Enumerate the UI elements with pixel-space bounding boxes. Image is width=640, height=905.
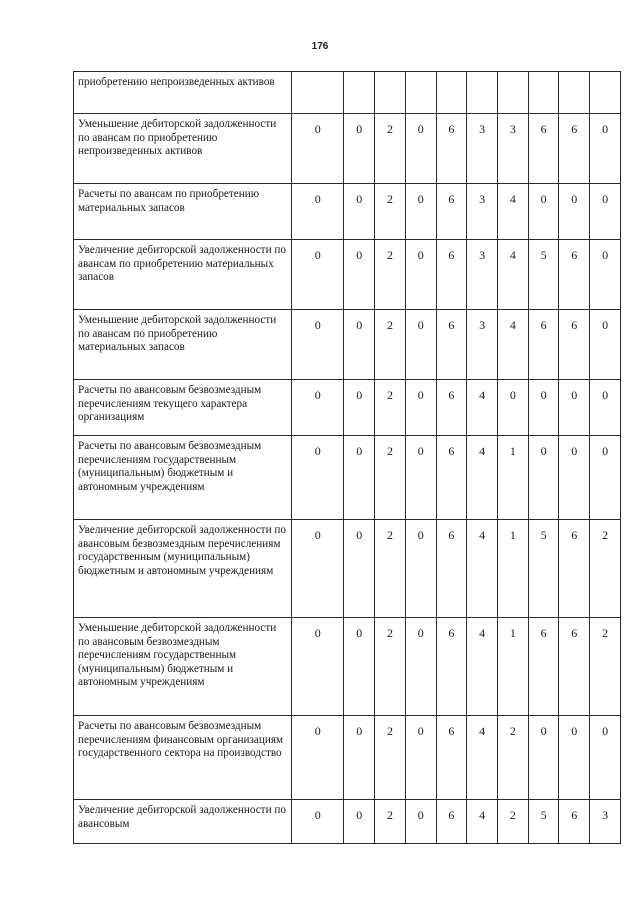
- code-digit-cell: [559, 72, 590, 114]
- table-row: [74, 114, 621, 184]
- code-digit-cell: 1: [498, 436, 529, 520]
- code-digit-cell: 6: [436, 310, 467, 380]
- row-label: Увеличение дебиторской задолженности по авансам по приобретению материальных запасов: [74, 240, 292, 310]
- code-digit-cell: 6: [436, 114, 467, 184]
- code-digit-cell: 0: [528, 716, 559, 800]
- code-digit-cell: 0: [498, 380, 529, 436]
- code-digit-cell: 4: [467, 380, 498, 436]
- code-digit-cell: 0: [405, 240, 436, 310]
- code-digit-cell: 6: [528, 618, 559, 716]
- code-digit-cell: [528, 72, 559, 114]
- row-label: Увеличение дебиторской задолженности по авансовым: [74, 800, 292, 844]
- code-digit-cell: 5: [528, 800, 559, 844]
- code-digit-cell: 2: [375, 240, 406, 310]
- code-digit-cell: 6: [559, 520, 590, 618]
- code-digit-cell: 0: [405, 184, 436, 240]
- code-digit-cell: [590, 72, 621, 114]
- table-row: [74, 618, 621, 716]
- code-digit-cell: 0: [405, 520, 436, 618]
- code-digit-cell: 0: [590, 436, 621, 520]
- budget-code-table: [73, 71, 621, 844]
- code-digit-cell: 0: [344, 618, 375, 716]
- code-digit-cell: 0: [292, 114, 344, 184]
- table-row: [74, 240, 621, 310]
- table-row: [74, 520, 621, 618]
- code-digit-cell: 6: [436, 800, 467, 844]
- code-digit-cell: 0: [590, 310, 621, 380]
- code-digit-cell: 6: [528, 114, 559, 184]
- row-label: Уменьшение дебиторской задолженности по авансам по приобретению материальных запасов: [74, 310, 292, 380]
- row-label: Увеличение дебиторской задолженности по авансовым безвозмездным перечислениям государственным (муниципальным) бюджетным и автономным учреждениям: [74, 520, 292, 618]
- code-digit-cell: 0: [344, 436, 375, 520]
- code-digit-cell: 5: [528, 240, 559, 310]
- code-digit-cell: 6: [559, 618, 590, 716]
- code-digit-cell: 2: [375, 716, 406, 800]
- code-digit-cell: [498, 72, 529, 114]
- code-digit-cell: [405, 72, 436, 114]
- code-digit-cell: 0: [292, 436, 344, 520]
- code-digit-cell: 3: [467, 114, 498, 184]
- code-digit-cell: 6: [559, 800, 590, 844]
- code-digit-cell: 0: [405, 436, 436, 520]
- code-digit-cell: 2: [375, 800, 406, 844]
- row-label: приобретению непроизведенных активов: [74, 72, 292, 114]
- table-row: [74, 380, 621, 436]
- table-row: [74, 436, 621, 520]
- code-digit-cell: 2: [375, 520, 406, 618]
- code-digit-cell: 0: [292, 184, 344, 240]
- code-digit-cell: 6: [436, 716, 467, 800]
- row-label: Расчеты по авансовым безвозмездным перечислениям государственным (муниципальным) бюджетным и автономным учреждениям: [74, 436, 292, 520]
- code-digit-cell: 6: [559, 240, 590, 310]
- code-digit-cell: 0: [590, 240, 621, 310]
- code-digit-cell: 6: [436, 520, 467, 618]
- code-digit-cell: 0: [405, 114, 436, 184]
- code-digit-cell: 0: [405, 618, 436, 716]
- code-digit-cell: 2: [375, 184, 406, 240]
- code-digit-cell: 0: [292, 380, 344, 436]
- code-digit-cell: 2: [590, 618, 621, 716]
- code-digit-cell: 4: [467, 618, 498, 716]
- code-digit-cell: 0: [590, 184, 621, 240]
- code-digit-cell: [436, 72, 467, 114]
- code-digit-cell: 5: [528, 520, 559, 618]
- code-digit-cell: 0: [528, 184, 559, 240]
- code-digit-cell: 2: [375, 114, 406, 184]
- code-digit-cell: 0: [292, 310, 344, 380]
- code-digit-cell: 2: [375, 618, 406, 716]
- code-digit-cell: 0: [292, 240, 344, 310]
- code-digit-cell: 2: [498, 800, 529, 844]
- code-digit-cell: 4: [467, 716, 498, 800]
- code-digit-cell: 3: [467, 184, 498, 240]
- code-digit-cell: 3: [467, 240, 498, 310]
- code-digit-cell: [344, 72, 375, 114]
- code-digit-cell: 6: [559, 310, 590, 380]
- code-digit-cell: 3: [467, 310, 498, 380]
- code-digit-cell: 2: [498, 716, 529, 800]
- code-digit-cell: 0: [405, 716, 436, 800]
- code-digit-cell: 4: [498, 310, 529, 380]
- row-label: Уменьшение дебиторской задолженности по авансовым безвозмездным перечислениям государственным (муниципальным) бюджетным и автономным учреждениям: [74, 618, 292, 716]
- code-digit-cell: 0: [344, 380, 375, 436]
- code-digit-cell: 2: [375, 436, 406, 520]
- code-digit-cell: 0: [528, 436, 559, 520]
- code-digit-cell: 0: [559, 380, 590, 436]
- table-row: [74, 716, 621, 800]
- code-digit-cell: 4: [467, 520, 498, 618]
- code-digit-cell: 0: [405, 310, 436, 380]
- code-digit-cell: 3: [590, 800, 621, 844]
- code-digit-cell: 6: [436, 240, 467, 310]
- table-body: [74, 72, 621, 844]
- code-digit-cell: 0: [344, 114, 375, 184]
- row-label: Расчеты по авансовым безвозмездным перечислениям текущего характера организациям: [74, 380, 292, 436]
- code-digit-cell: 6: [436, 380, 467, 436]
- code-digit-cell: 0: [559, 716, 590, 800]
- row-label: Уменьшение дебиторской задолженности по авансам по приобретению непроизведенных активов: [74, 114, 292, 184]
- code-digit-cell: 0: [344, 800, 375, 844]
- code-digit-cell: 0: [344, 184, 375, 240]
- code-digit-cell: 0: [405, 380, 436, 436]
- row-label: Расчеты по авансовым безвозмездным перечислениям финансовым организациям государственного сектора на производство: [74, 716, 292, 800]
- code-digit-cell: 0: [344, 240, 375, 310]
- code-digit-cell: [467, 72, 498, 114]
- code-digit-cell: 1: [498, 618, 529, 716]
- code-digit-cell: 6: [528, 310, 559, 380]
- table-row: [74, 72, 621, 114]
- code-digit-cell: 0: [559, 436, 590, 520]
- code-digit-cell: [292, 72, 344, 114]
- code-digit-cell: 0: [292, 800, 344, 844]
- table-row: [74, 310, 621, 380]
- code-digit-cell: 6: [436, 184, 467, 240]
- code-digit-cell: 6: [436, 618, 467, 716]
- code-digit-cell: 6: [436, 436, 467, 520]
- row-label: Расчеты по авансам по приобретению материальных запасов: [74, 184, 292, 240]
- code-digit-cell: 4: [467, 800, 498, 844]
- page-number: 176: [311, 41, 329, 52]
- code-digit-cell: 2: [375, 380, 406, 436]
- code-digit-cell: 0: [590, 716, 621, 800]
- code-digit-cell: 6: [559, 114, 590, 184]
- table-row: [74, 800, 621, 844]
- code-digit-cell: 0: [590, 114, 621, 184]
- code-digit-cell: 2: [590, 520, 621, 618]
- code-digit-cell: 4: [498, 240, 529, 310]
- code-digit-cell: 0: [528, 380, 559, 436]
- code-digit-cell: 2: [375, 310, 406, 380]
- code-digit-cell: 0: [292, 716, 344, 800]
- code-digit-cell: 4: [467, 436, 498, 520]
- code-digit-cell: 0: [292, 520, 344, 618]
- code-digit-cell: 0: [344, 716, 375, 800]
- code-digit-cell: 0: [559, 184, 590, 240]
- code-digit-cell: 0: [590, 380, 621, 436]
- table-row: [74, 184, 621, 240]
- code-digit-cell: 0: [344, 520, 375, 618]
- code-digit-cell: 0: [292, 618, 344, 716]
- code-digit-cell: 0: [344, 310, 375, 380]
- code-digit-cell: 3: [498, 114, 529, 184]
- code-digit-cell: [375, 72, 406, 114]
- code-digit-cell: 4: [498, 184, 529, 240]
- code-digit-cell: 1: [498, 520, 529, 618]
- code-digit-cell: 0: [405, 800, 436, 844]
